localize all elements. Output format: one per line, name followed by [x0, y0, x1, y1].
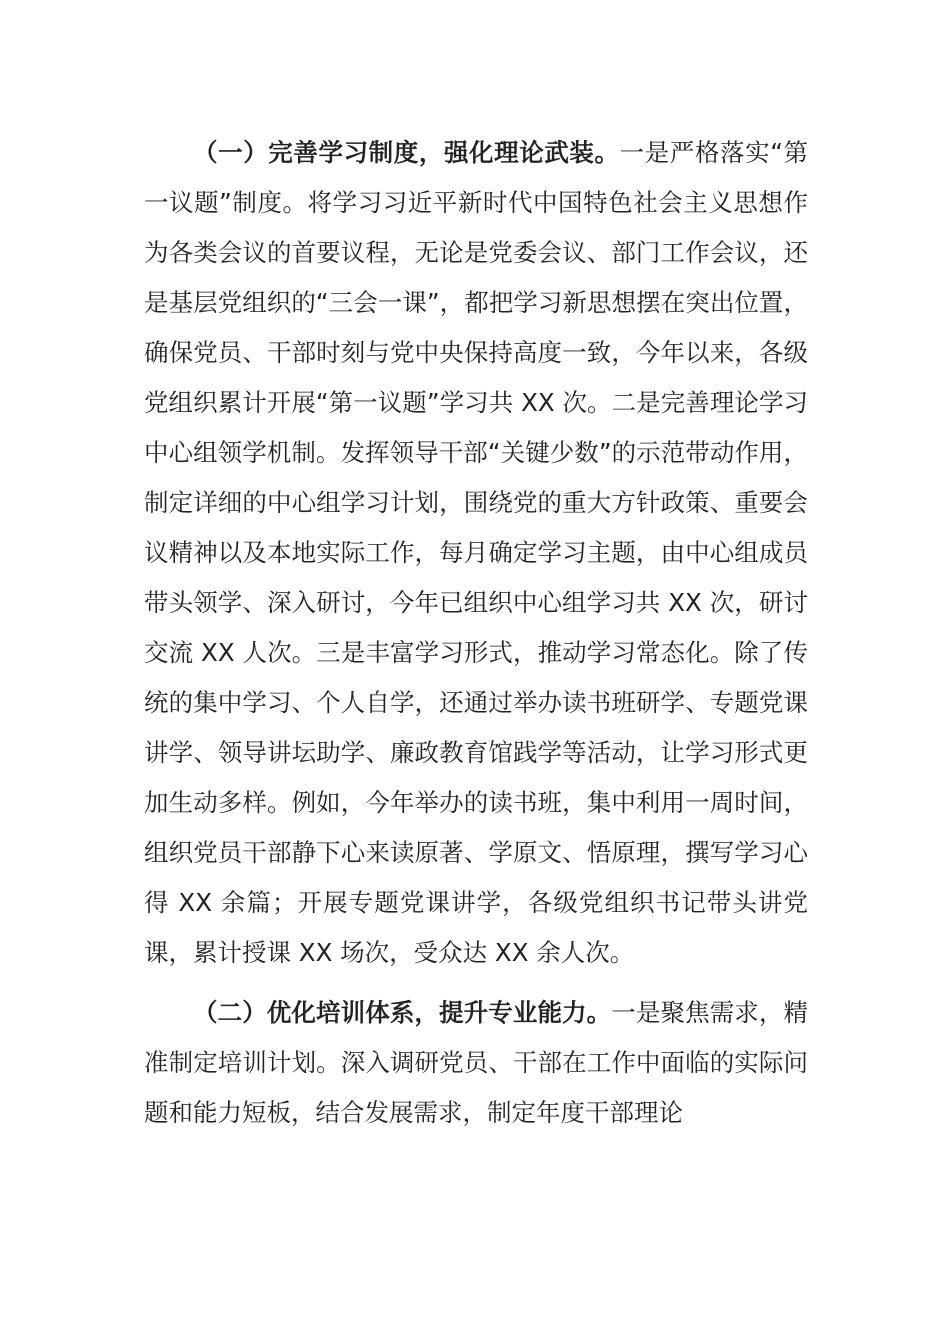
paragraph-2-text: 一是聚焦需求，精准制定培训计划。深入调研党员、干部在工作中面临的实际问题和能力短板，结合发展需求，制定年度干部理论: [144, 998, 809, 1127]
paragraph-1-heading: （一）完善学习制度，强化理论武装。: [193, 138, 620, 167]
paragraph-1-text: 一是严格落实“第一议题”制度。将学习习近平新时代中国特色社会主义思想作为各类会议的首要议程，无论是党委会议、部门工作会议，还是基层党组织的“三会一课”，都把学习新思想摆在突出位置，确保党员、干部时刻与党中央保持高度一致，今年以来，各级党组织累计开展“第一议题”学习共 XX 次。二是完善理论学习中心组领学机制。发挥领导干部“关键少数”的示范带动作用，制定详细的中心组学习计划，围绕党的重大方针政策、重要会议精神以及本地实际工作，每月确定学习主题，由中心组成员带头领学、深入研讨，今年已组织中心组学习共 XX 次，研讨交流 XX 人次。三是丰富学习形式，推动学习常态化。除了传统的集中学习、个人自学，还通过举办读书班研学、专题党课讲学、领导讲坛助学、廉政教育馆践学等活动，让学习形式更加生动多样。例如，今年举办的读书班，集中利用一周时间，组织党员干部静下心来读原著、学原文、悟原理，撰写学习心得 XX 余篇；开展专题党课讲学，各级党组织书记带头讲党课，累计授课 XX 场次，受众达 XX 余人次。: [144, 138, 809, 967]
document-body: [144, 128, 808, 1138]
paragraph-2-heading: （二）优化培训体系，提升专业能力。: [193, 998, 612, 1027]
paragraph-1: [144, 128, 808, 978]
paragraph-2: [144, 988, 808, 1138]
